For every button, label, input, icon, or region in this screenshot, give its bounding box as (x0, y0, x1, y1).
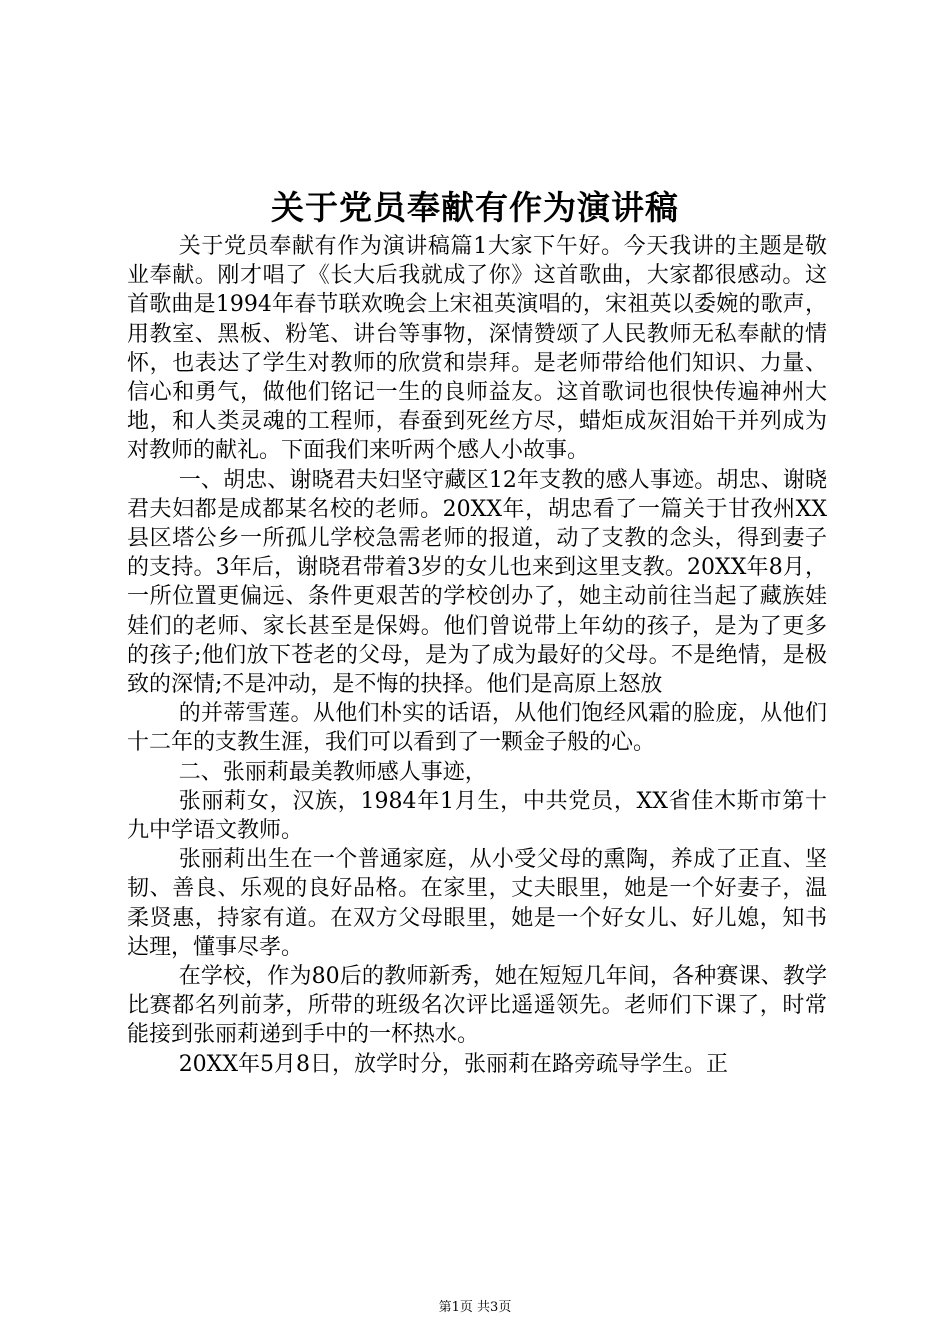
paragraph: 在学校，作为80后的教师新秀，她在短短几年间，各种赛课、教学比赛都名列前茅，所带的班级名次评比遥遥领先。老师们下课了，时常能接到张丽莉递到手中的一杯热水。 (127, 964, 827, 1048)
paragraph: 张丽莉女，汉族，1984年1月生，中共党员，XX省佳木斯市第十九中学语文教师。 (127, 788, 827, 844)
page-footer: 第1页 共3页 (438, 1300, 512, 1315)
paragraph: 20XX年5月8日，放学时分，张丽莉在路旁疏导学生。正 (178, 1051, 729, 1077)
document-title: 关于党员奉献有作为演讲稿 (271, 188, 679, 227)
paragraph: 张丽莉出生在一个普通家庭，从小受父母的熏陶，养成了正直、坚韧、善良、乐观的良好品格。在家里，丈夫眼里，她是一个好妻子，温柔贤惠，持家有道。在双方父母眼里，她是一个好女儿、好儿媳，知书达理，懂事尽孝。 (127, 847, 827, 960)
paragraph: 关于党员奉献有作为演讲稿篇1大家下午好。今天我讲的主题是敬业奉献。刚才唱了《长大后我就成了你》这首歌曲，大家都很感动。这首歌曲是1994年春节联欢晚会上宋祖英演唱的，宋祖英以委婉的歌声，用教室、黑板、粉笔、讲台等事物，深情赞颂了人民教师无私奉献的情怀，也表达了学生对教师的欣赏和崇拜。是老师带给他们知识、力量、信心和勇气，做他们铭记一生的良师益友。这首歌词也很快传遍神州大地，和人类灵魂的工程师，春蚕到死丝方尽，蜡炬成灰泪始干并列成为对教师的献礼。下面我们来听两个感人小故事。 (127, 234, 827, 464)
paragraph: 一、胡忠、谢晓君夫妇坚守藏区12年支教的感人事迹。胡忠、谢晓君夫妇都是成都某名校的老师。20XX年，胡忠看了一篇关于甘孜州XX县区塔公乡一所孤儿学校急需老师的报道，动了支教的念头，得到妻子的支持。3年后，谢晓君带着3岁的女儿也来到这里支教。20XX年8月，一所位置更偏远、条件更艰苦的学校创办了，她主动前往当起了藏族娃娃们的老师、家长甚至是保姆。他们曾说带上年幼的孩子，是为了更多的孩子;他们放下苍老的父母，是为了成为最好的父母。不是绝情，是极致的深情;不是冲动，是不悔的抉择。他们是高原上怒放 (127, 467, 827, 698)
paragraph: 二、张丽莉最美教师感人事迹， (178, 759, 487, 785)
paragraph: 的并蒂雪莲。从他们朴实的话语，从他们饱经风霜的脸庞，从他们十二年的支教生涯，我们可以看到了一颗金子般的心。 (127, 701, 827, 756)
document-body (127, 232, 827, 1079)
